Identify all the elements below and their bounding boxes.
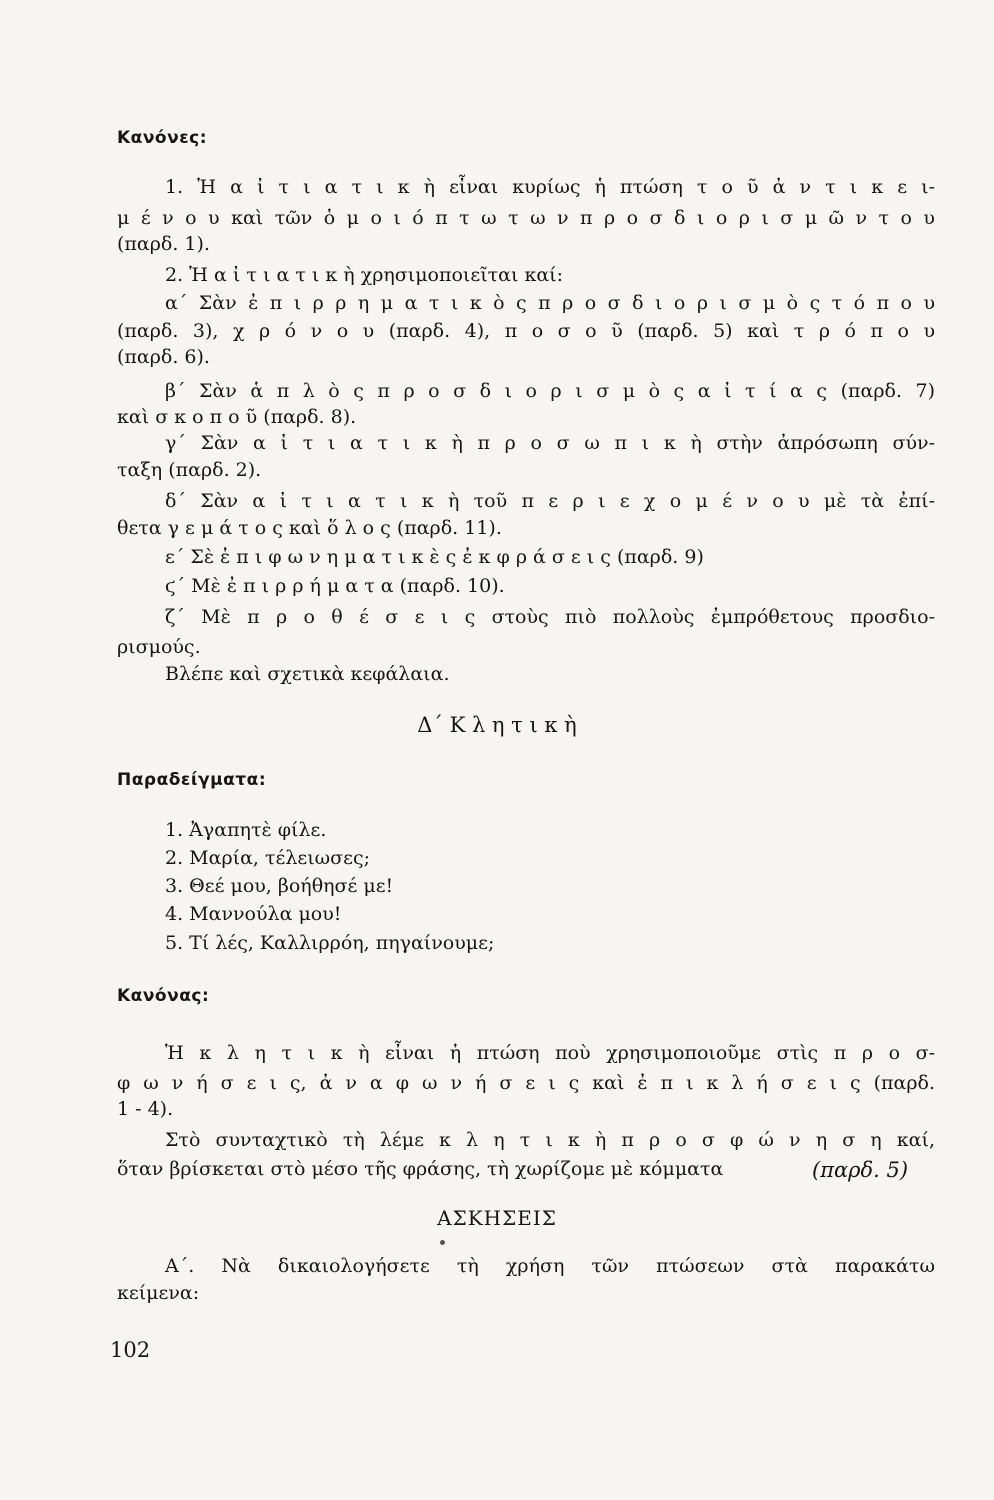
example-item: 4. Μαννούλα μου! [165,903,342,925]
rule-line: ὅταν βρίσκεται στὸ μέσο τῆς φράσης, τὴ χωρίζομε μὲ κόμματα [117,1158,724,1180]
rule-line: φ ω ν ή σ ε ι ς, ἀ ν α φ ω ν ή σ ε ι ς καὶ ἐ π ι κ λ ή σ ε ι ς (παρδ. [117,1072,935,1094]
rule-line: 1 - 4). [117,1098,174,1120]
rule-line: Στὸ συνταχτικὸ τὴ λέμε κ λ η τ ι κ ὴ π ρ ο σ φ ώ ν η σ η καί, [165,1129,935,1151]
ink-dot [440,1240,445,1245]
rule-line: 2. Ἡ α ἰ τ ι α τ ι κ ὴ χρησιμοποιεῖται καί: [165,264,564,286]
rule-line: β΄ Σὰν ἁ π λ ὸ ς π ρ ο σ δ ι ο ρ ι σ μ ὸ ς α ἰ τ ί α ς (παρδ. 7) [165,380,935,402]
rule-line: ρισμούς. [117,636,201,658]
rule-line: ε΄ Σὲ ἐ π ι φ ω ν η μ α τ ι κ ὲ ς ἐ κ φ ρ ά σ ε ι ς (παρδ. 9) [165,546,704,568]
rule-line: ϛ΄ Μὲ ἐ π ι ρ ρ ή μ α τ α (παρδ. 10). [165,575,505,597]
rule-line: (παρδ. 1). [117,233,210,255]
rule-line: θετα γ ε μ ά τ ο ς καὶ ὅ λ ο ς (παρδ. 11). [117,517,502,539]
example-item: 1. Ἀγαπητὲ φίλε. [165,819,327,841]
rule-line: ζ΄ Μὲ π ρ ο θ έ σ ε ι ς στοὺς πιὸ πολλοὺς ἐμπρόθετους προσδιο- [165,606,935,628]
example-item: 2. Μαρία, τέλειωσες; [165,847,371,869]
examples-heading: Παραδείγματα: [117,770,267,790]
section-title: Δ΄ Κ λ η τ ι κ ὴ [417,713,577,737]
exercises-title: ΑΣΚΗΣΕΙΣ [437,1206,557,1230]
rule-line: (παρδ. 3), χ ρ ό ν ο υ (παρδ. 4), π ο σ ο ῦ (παρδ. 5) καὶ τ ρ ό π ο υ [117,320,935,342]
rule-line: 1. Ἡ α ἰ τ ι α τ ι κ ὴ εἶναι κυρίως ἡ πτώση τ ο ῦ ἀ ν τ ι κ ε ι- [165,176,935,198]
exercise-line: κείμενα: [117,1282,200,1304]
rule-heading: Κανόνας: [117,986,210,1006]
exercise-line: Α΄. Νὰ δικαιολογήσετε τὴ χρήση τῶν πτώσεων στὰ παρακάτω [165,1255,935,1277]
rule-line: μ έ ν ο υ καὶ τῶν ὁ μ ο ι ό π τ ω τ ω ν π ρ ο σ δ ι ο ρ ι σ μ ῶ ν τ ο υ [117,207,935,229]
rules-heading: Κανόνες: [117,128,208,148]
handwritten-note: (παρδ. 5) [812,1158,909,1182]
example-item: 3. Θεέ μου, βοήθησέ με! [165,875,394,897]
example-item: 5. Τί λές, Καλλιρρόη, πηγαίνουμε; [165,932,495,954]
rule-line: ταξη (παρδ. 2). [117,459,262,481]
rule-line: γ΄ Σὰν α ἰ τ ι α τ ι κ ὴ π ρ ο σ ω π ι κ ὴ στὴν ἀπρόσωπη σύν- [165,432,935,454]
rule-line: δ΄ Σὰν α ἰ τ ι α τ ι κ ὴ τοῦ π ε ρ ι ε χ ο μ έ ν ο υ μὲ τὰ ἐπί- [165,490,935,512]
rule-line: καὶ σ κ ο π ο ῦ (παρδ. 8). [117,406,357,428]
rule-line: Ἡ κ λ η τ ι κ ὴ εἶναι ἡ πτώση ποὺ χρησιμοποιοῦμε στὶς π ρ ο σ- [165,1042,935,1064]
rule-line: α΄ Σὰν ἐ π ι ρ ρ η μ α τ ι κ ὸ ς π ρ ο σ δ ι ο ρ ι σ μ ὸ ς τ ό π ο υ [165,292,935,314]
rule-line: (παρδ. 6). [117,346,210,368]
page-number: 102 [110,1338,151,1362]
rule-line: Βλέπε καὶ σχετικὰ κεφάλαια. [165,663,450,685]
